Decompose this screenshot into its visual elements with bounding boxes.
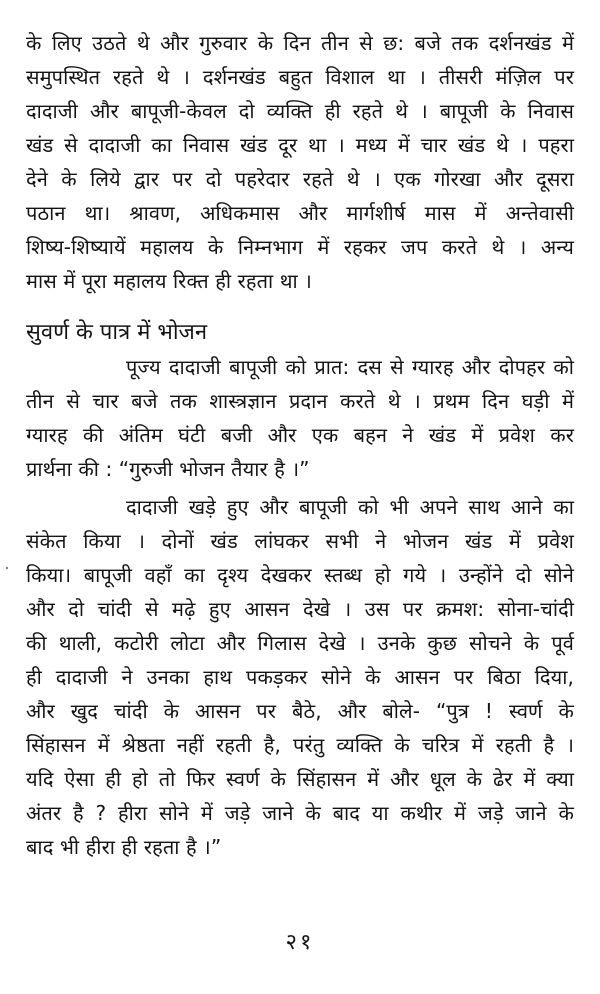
text-line: प्रार्थना की : “गुरुजी भोजन तैयार है ।” (26, 457, 310, 481)
text-line: पूज्य दादाजी बापूजी को प्रात: दस से ग्यारह और दोपहर को (126, 355, 574, 379)
text-line: और खुद चांदी के आसन पर बैठे, और बोले- “पुत्र ! स्वर्ण के (26, 699, 574, 723)
text-line: यदि ऐसा ही हो तो फिर स्वर्ण के सिंहासन में और धूल के ढेर में क्या (26, 767, 574, 791)
text-line: समुपस्थित रहते थे । दर्शनखंड बहुत विशाल था । तीसरी मंज़िल पर (26, 65, 574, 89)
text-line: ग्यारह की अंतिम घंटी बजी और एक बहन ने खंड में प्रवेश कर (26, 423, 574, 447)
section-heading: सुवर्ण के पात्र में भोजन (26, 320, 208, 345)
text-line: दादाजी और बापूजी-केवल दो व्यक्ति ही रहते थे । बापूजी के निवास (26, 99, 574, 123)
text-line: सिंहासन में श्रेष्ठता नहीं रहती है, परंतु व्यक्ति के चरित्र में रहती है । (26, 733, 574, 757)
text-line: बाद भी हीरा ही रहता है ।” (26, 835, 222, 859)
text-line: खंड से दादाजी का निवास खंड दूर था । मध्य में चार खंड थे । पहरा (26, 133, 574, 157)
page-body (26, 26, 574, 864)
margin-speck (6, 567, 8, 569)
paragraph-1 (26, 26, 574, 298)
text-line: ही दादाजी ने उनका हाथ पकड़कर सोने के आसन पर बिठा दिया, (26, 665, 574, 689)
text-line: के लिए उठते थे और गुरुवार के दिन तीन से छ: बजे तक दर्शनखंड में (26, 31, 574, 55)
text-line: और दो चांदी से मढ़े हुए आसन देखे । उस पर क्रमश: सोना-चांदी (26, 597, 574, 621)
text-line: शिष्य-शिष्यायें महालय के निम्नभाग में रहकर जप करते थे । अन्य (26, 235, 574, 259)
text-line: पठान था। श्रावण, अधिकमास और मार्गशीर्ष मास में अन्तेवासी (26, 201, 574, 225)
page-number: २१ (285, 930, 315, 955)
text-line: दादाजी खड़े हुए और बापूजी को भी अपने साथ आने का (126, 495, 574, 519)
text-line: तीन से चार बजे तक शास्त्रज्ञान प्रदान करते थे । प्रथम दिन घड़ी में (26, 389, 574, 413)
text-line: देने के लिये द्वार पर दो पहरेदार रहते थे । एक गोरखा और दूसरा (26, 167, 574, 191)
text-line: अंतर है ? हीरा सोने में जड़े जाने के बाद या कथीर में जड़े जाने के (26, 801, 574, 825)
text-line: की थाली, कटोरी लोटा और गिलास देखे । उनके कुछ सोचने के पूर्व (26, 631, 574, 655)
paragraph-2 (26, 350, 574, 486)
text-line: मास में पूरा महालय रिक्त ही रहता था । (26, 269, 312, 293)
text-line: संकेत किया । दोनों खंड लांघकर सभी ने भोजन खंड में प्रवेश (26, 529, 574, 553)
text-line: किया। बापूजी वहाँ का दृश्य देखकर स्तब्ध हो गये । उन्होंने दो सोने (26, 563, 574, 587)
paragraph-3 (26, 490, 574, 864)
